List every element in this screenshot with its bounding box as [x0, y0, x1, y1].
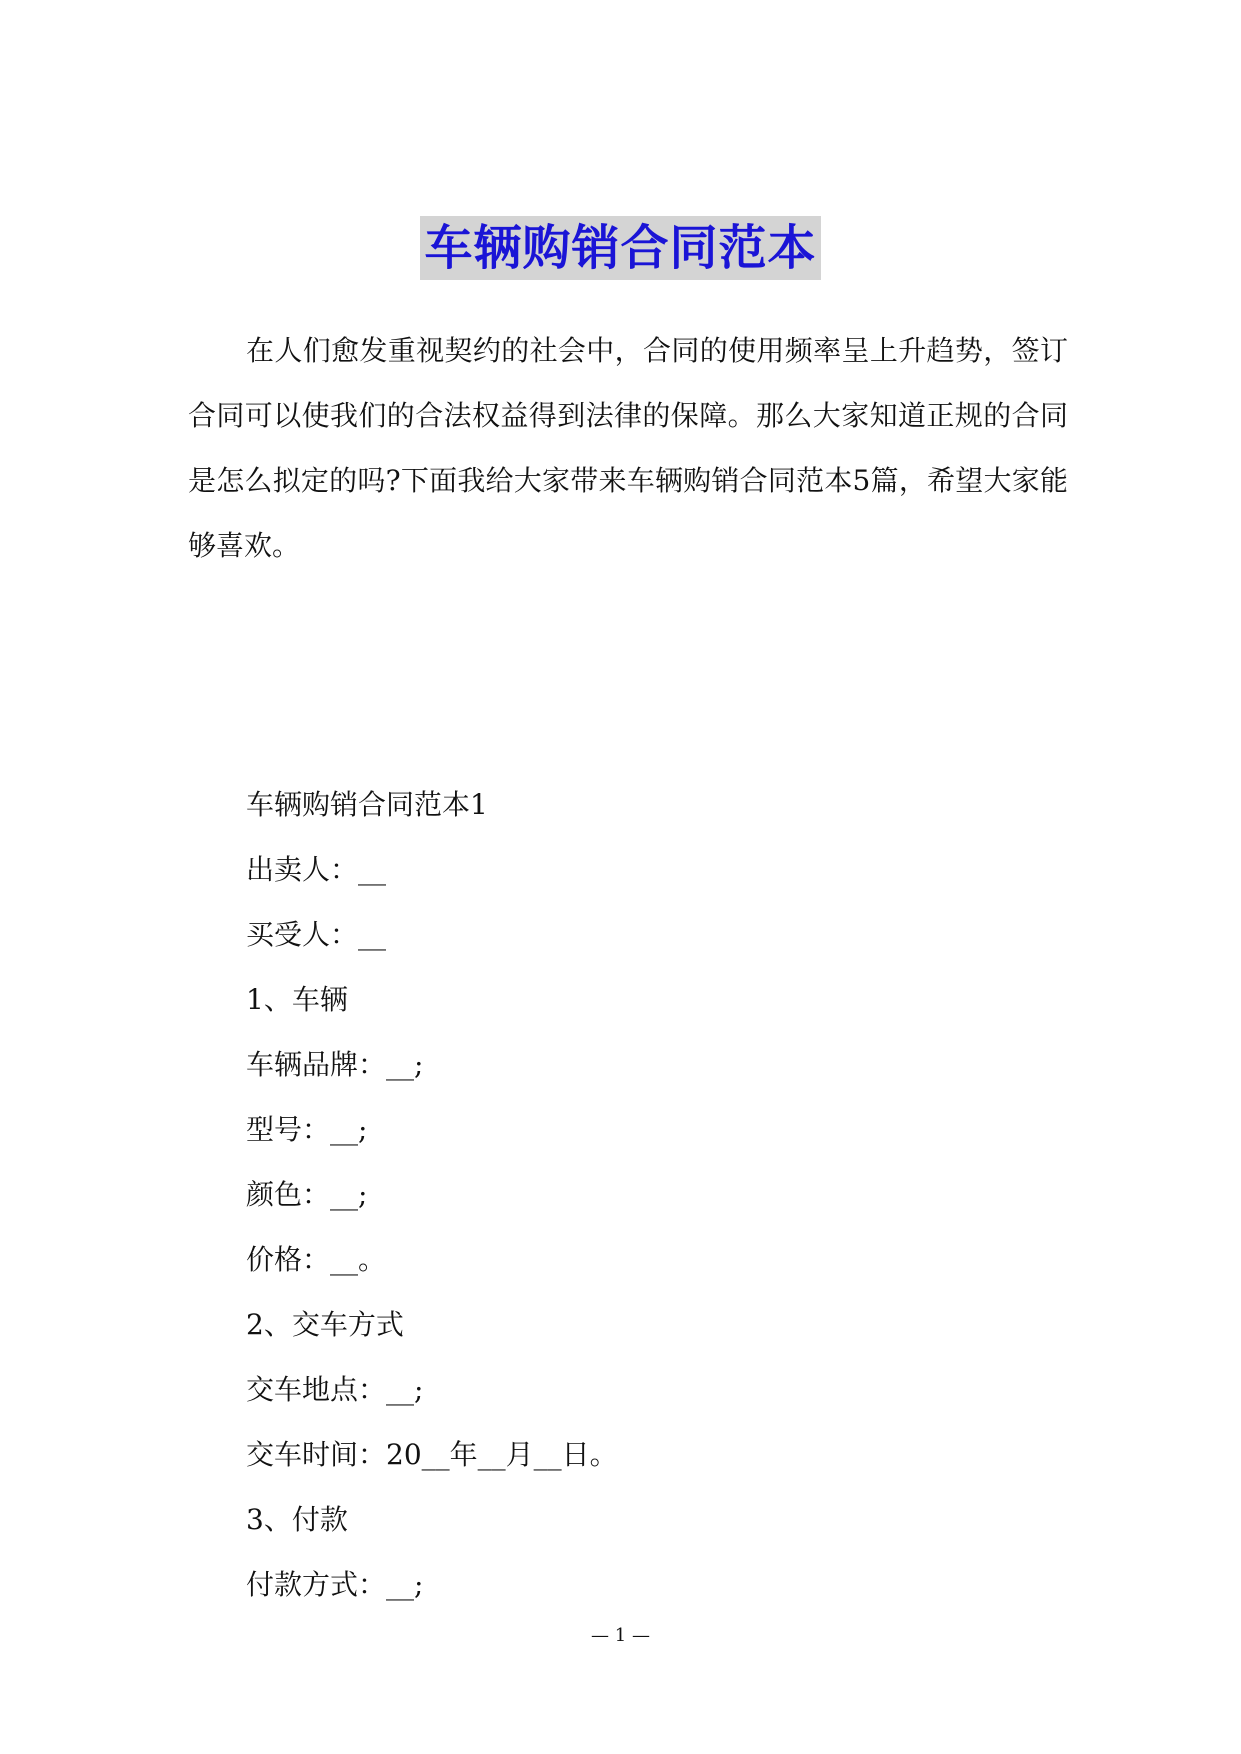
contract-line-brand: 车辆品牌：__; [246, 1048, 424, 1081]
page-number: — 1 — [591, 1625, 650, 1646]
contract-line-buyer: 买受人：__ [246, 918, 387, 951]
contract-line-payment-method: 付款方式：__; [246, 1568, 424, 1601]
contract-line-price: 价格：__。 [246, 1243, 387, 1276]
contract-line-seller: 出卖人：__ [246, 853, 387, 886]
contract-line-vehicle-heading: 1、车辆 [246, 983, 348, 1016]
intro-paragraph: 在人们愈发重视契约的社会中，合同的使用频率呈上升趋势，签订合同可以使我们的合法权益得到法律的保障。那么大家知道正规的合同是怎么拟定的吗?下面我给大家带来车辆购销合同范本5篇，希望大家能够喜欢。 [188, 334, 1068, 562]
contract-line-section-heading: 车辆购销合同范本1 [246, 788, 488, 821]
contract-lines [246, 772, 1066, 1617]
contract-line-payment-heading: 3、付款 [246, 1503, 348, 1536]
contract-line-color: 颜色：__; [246, 1178, 368, 1211]
contract-line-delivery-time: 交车时间：20__年__月__日。 [246, 1438, 618, 1471]
contract-line-delivery-heading: 2、交车方式 [246, 1308, 404, 1341]
contract-line-model: 型号：__; [246, 1113, 368, 1146]
document-title: 车辆购销合同范本 [420, 216, 820, 280]
contract-line-delivery-place: 交车地点：__; [246, 1373, 424, 1406]
title-container [0, 216, 1241, 280]
